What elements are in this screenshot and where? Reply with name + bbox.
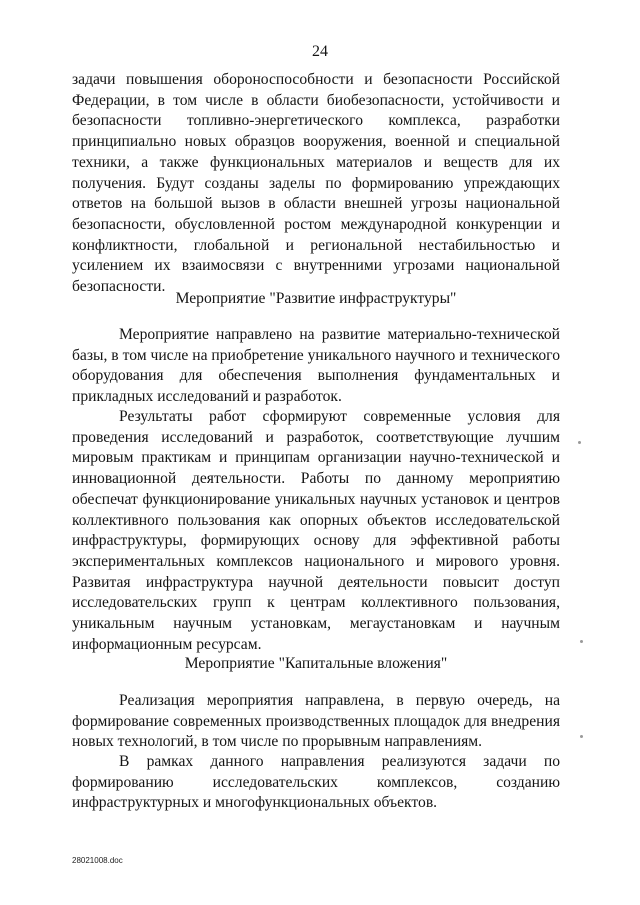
scan-speck xyxy=(580,735,583,738)
intro-paragraph: задачи повышения обороноспособности и безопасности Российской Федерации, в том числе в области биобезопасности, устойчивости и безопасности топливно-энергетического комплекса, разработки принципиально новых образцов вооружения, военной и специальной техники, а также функциональных материалов и веществ для их получения. Будут созданы заделы по формированию упреждающих ответов на большой вызов в области внешней угрозы национальной безопасности, обусловленной ростом международной конкуренции и конфликтности, глобальной и региональной нестабильностью и усилением их взаимосвязи с внутренними угрозами национальной безопасности. xyxy=(72,71,560,296)
capital-paragraph-1: Реализация мероприятия направлена, в первую очередь, на формирование современных производственных площадок для внедрения новых технологий, в том числе по прорывным направлениям. xyxy=(72,692,560,751)
infrastructure-paragraph-2: Результаты работ сформируют современные условия для проведения исследований и разработок, соответствующие лучшим мировым практикам и принципам организации научно-технической и инновационной деятельности. Работы по данному мероприятию обеспечат функционирование уникальных научных установок и центров коллективного пользования как опорных объектов исследовательской инфраструктуры, формирующих основу для эффективной работы экспериментальных комплексов национального и мирового уровня. Развитая инфраструктура научной деятельности повысит доступ исследовательских групп к центрам коллективного пользования, уникальным научным установкам, мегаустановкам и научным информационным ресурсам. xyxy=(72,408,560,653)
heading-capital-investments: Мероприятие "Капитальные вложения" xyxy=(184,655,448,672)
scan-speck xyxy=(580,640,583,643)
heading-infrastructure: Мероприятие "Развитие инфраструктуры" xyxy=(175,290,457,307)
scan-speck xyxy=(578,441,581,444)
page-number: 24 xyxy=(312,43,328,60)
capital-paragraph-2: В рамках данного направления реализуются задачи по формированию исследовательских комплексов, созданию инфраструктурных и многофункциональных объектов. xyxy=(72,753,560,812)
footer-filename: 28021008.doc xyxy=(72,856,123,865)
infrastructure-paragraph-1: Мероприятие направлено на развитие материально-технической базы, в том числе на приобретение уникального научного и технического оборудования для обеспечения выполнения фундаментальных и прикладных исследований и разработок. xyxy=(72,326,560,406)
